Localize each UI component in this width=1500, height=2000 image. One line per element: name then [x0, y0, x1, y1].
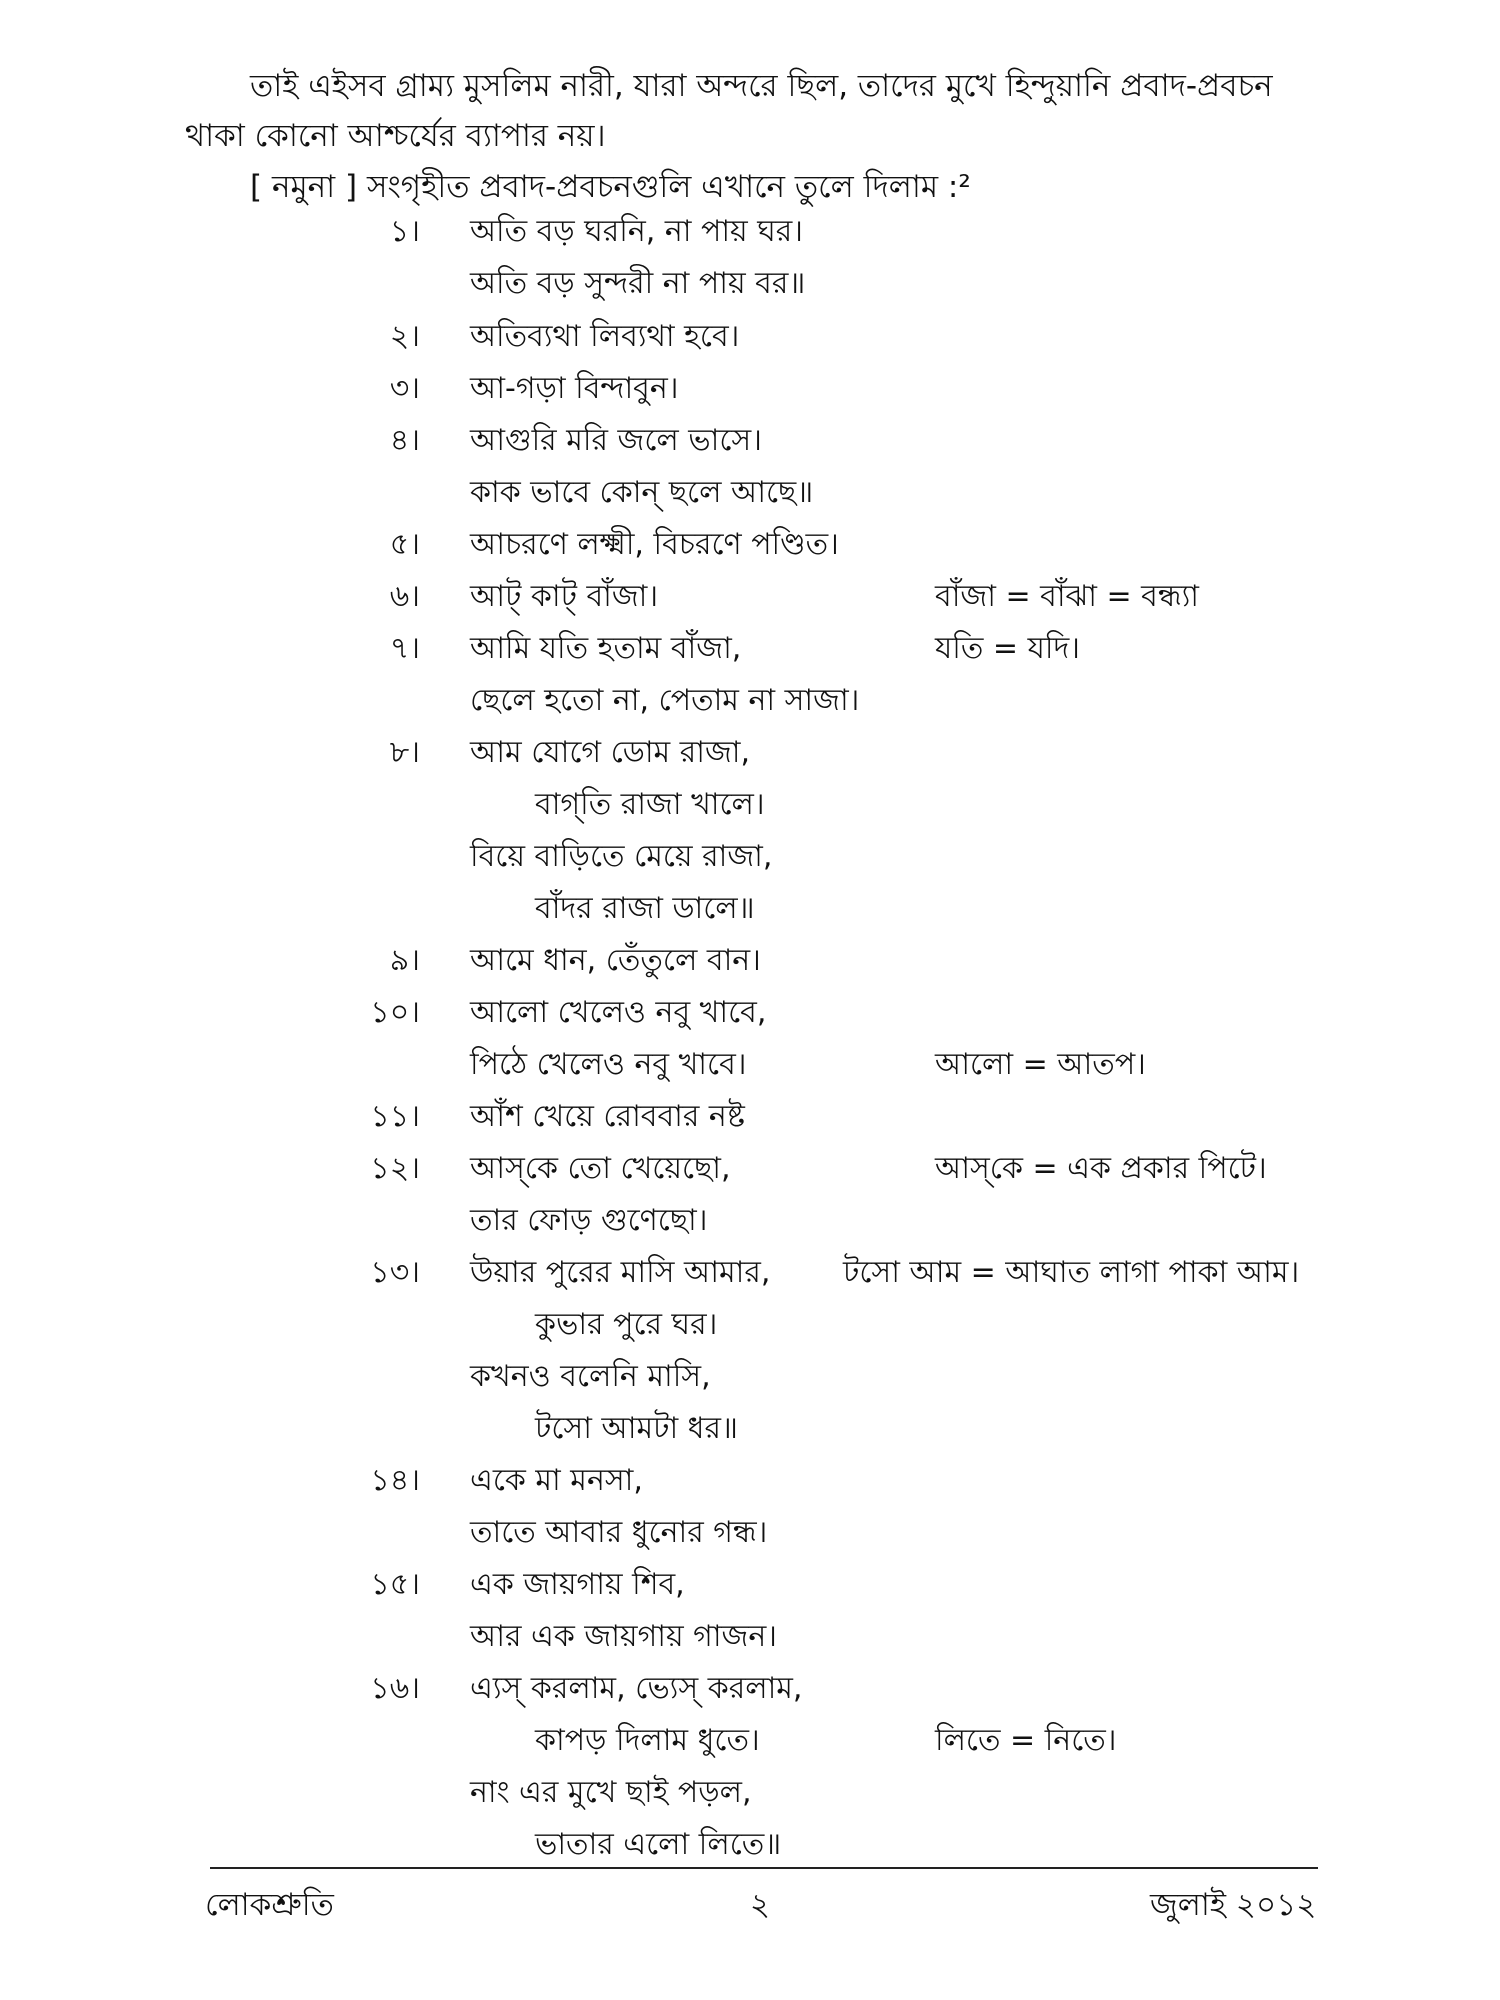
gloss-note: আস্‌কে = এক প্রকার পিটে। [935, 1151, 1267, 1186]
proverb-line: আম যোগে ডোম রাজা, [470, 735, 751, 770]
proverb-line: এক জায়গায় শিব, [470, 1567, 685, 1602]
footer-divider [210, 1867, 1318, 1869]
proverb-number: ১০। [370, 995, 420, 1030]
proverb-line: আট্ কাট্ বাঁজা। [470, 579, 659, 614]
sample-note: [ নমুনা ] সংগৃহীত প্রবাদ-প্রবচনগুলি এখানে তুলে দিলাম :² [250, 169, 971, 205]
gloss-note: যতি = যদি। [935, 631, 1080, 666]
proverb-line: পিঠে খেলেও নবু খাবে। [470, 1047, 747, 1082]
proverb-line: তার ফোড় গুণেছো। [470, 1203, 708, 1238]
proverb-line: কাক ভাবে কোন্ ছলে আছে॥ [470, 475, 814, 510]
gloss-note: টসো আম = আঘাত লাগা পাকা আম। [843, 1255, 1300, 1290]
proverb-line: আগুরি মরি জলে ভাসে। [470, 423, 762, 458]
intro-line-1: তাই এইসব গ্রাম্য মুসলিম নারী, যারা অন্দরে ছিল, তাদের মুখে হিন্দুয়ানি প্রবাদ-প্রবচন [250, 68, 1273, 104]
proverb-line: অতিব্যথা লিব্যথা হবে। [470, 319, 740, 354]
intro-line-2: থাকা কোনো আশ্চর্যের ব্যাপার নয়। [185, 118, 606, 154]
proverb-number: ১৬। [370, 1671, 420, 1706]
proverb-line: অতি বড় ঘরনি, না পায় ঘর। [470, 214, 804, 249]
proverb-line: উয়ার পুরের মাসি আমার, [470, 1255, 771, 1290]
proverb-line: আ-গড়া বিন্দাবুন। [470, 371, 679, 406]
proverb-number: ৯। [389, 943, 420, 978]
proverb-number: ১। [389, 214, 420, 249]
proverb-line: তাতে আবার ধুনোর গন্ধ। [470, 1515, 768, 1550]
proverb-line: টসো আমটা ধর॥ [535, 1411, 738, 1446]
proverb-line: বাঁদর রাজা ডালে॥ [535, 891, 755, 926]
footer-date: জুলাই ২০১২ [1150, 1887, 1317, 1923]
proverb-number: ৩। [389, 371, 420, 406]
proverb-number: ১৪। [370, 1463, 420, 1498]
proverb-line: নাং এর মুখে ছাই পড়ল, [470, 1775, 752, 1810]
proverb-line: বিয়ে বাড়িতে মেয়ে রাজা, [470, 839, 773, 874]
proverb-number: ২। [389, 319, 420, 354]
proverb-line: আর এক জায়গায় গাজন। [470, 1619, 777, 1654]
proverb-line: আস্‌কে তো খেয়েছো, [470, 1151, 731, 1186]
proverb-line: ভাতার এলো লিতে॥ [535, 1827, 782, 1862]
proverb-line: একে মা মনসা, [470, 1463, 643, 1498]
page-number: ২ [749, 1887, 771, 1923]
proverb-number: ৬। [389, 579, 420, 614]
proverb-line: আমে ধান, তেঁতুলে বান। [470, 943, 761, 978]
proverb-line: কুভার পুরে ঘর। [535, 1307, 718, 1342]
proverb-line: আলো খেলেও নবু খাবে, [470, 995, 767, 1030]
gloss-note: আলো = আতপ। [935, 1047, 1146, 1082]
gloss-note: লিতে = নিতে। [935, 1723, 1117, 1758]
proverb-number: ১১। [370, 1099, 420, 1134]
proverb-line: কখনও বলেনি মাসি, [470, 1359, 711, 1394]
proverb-line: বাগ্‌তি রাজা খালে। [535, 787, 765, 822]
proverb-line: আচরণে লক্ষ্মী, বিচরণে পণ্ডিত। [470, 527, 839, 562]
proverb-number: ৫। [389, 527, 420, 562]
proverb-line: আমি যতি হতাম বাঁজা, [470, 631, 742, 666]
proverb-number: ৮। [389, 735, 420, 770]
proverb-line: এ্যস্ করলাম, ভ্যেস্ করলাম, [470, 1671, 803, 1706]
footer-publication: লোকশ্রুতি [205, 1887, 334, 1923]
proverb-number: ৪। [389, 423, 420, 458]
proverb-number: ৭। [389, 631, 420, 666]
proverb-line: কাপড় দিলাম ধুতে। [535, 1723, 760, 1758]
proverb-number: ১৩। [370, 1255, 420, 1290]
proverb-number: ১২। [370, 1151, 420, 1186]
proverb-line: ছেলে হতো না, পেতাম না সাজা। [470, 683, 860, 718]
proverb-number: ১৫। [370, 1567, 420, 1602]
gloss-note: বাঁজা = বাঁঝা = বন্ধ্যা [935, 579, 1200, 614]
proverb-line: আঁশ খেয়ে রোববার নষ্ট [470, 1099, 745, 1134]
proverb-line: অতি বড় সুন্দরী না পায় বর॥ [470, 266, 806, 301]
